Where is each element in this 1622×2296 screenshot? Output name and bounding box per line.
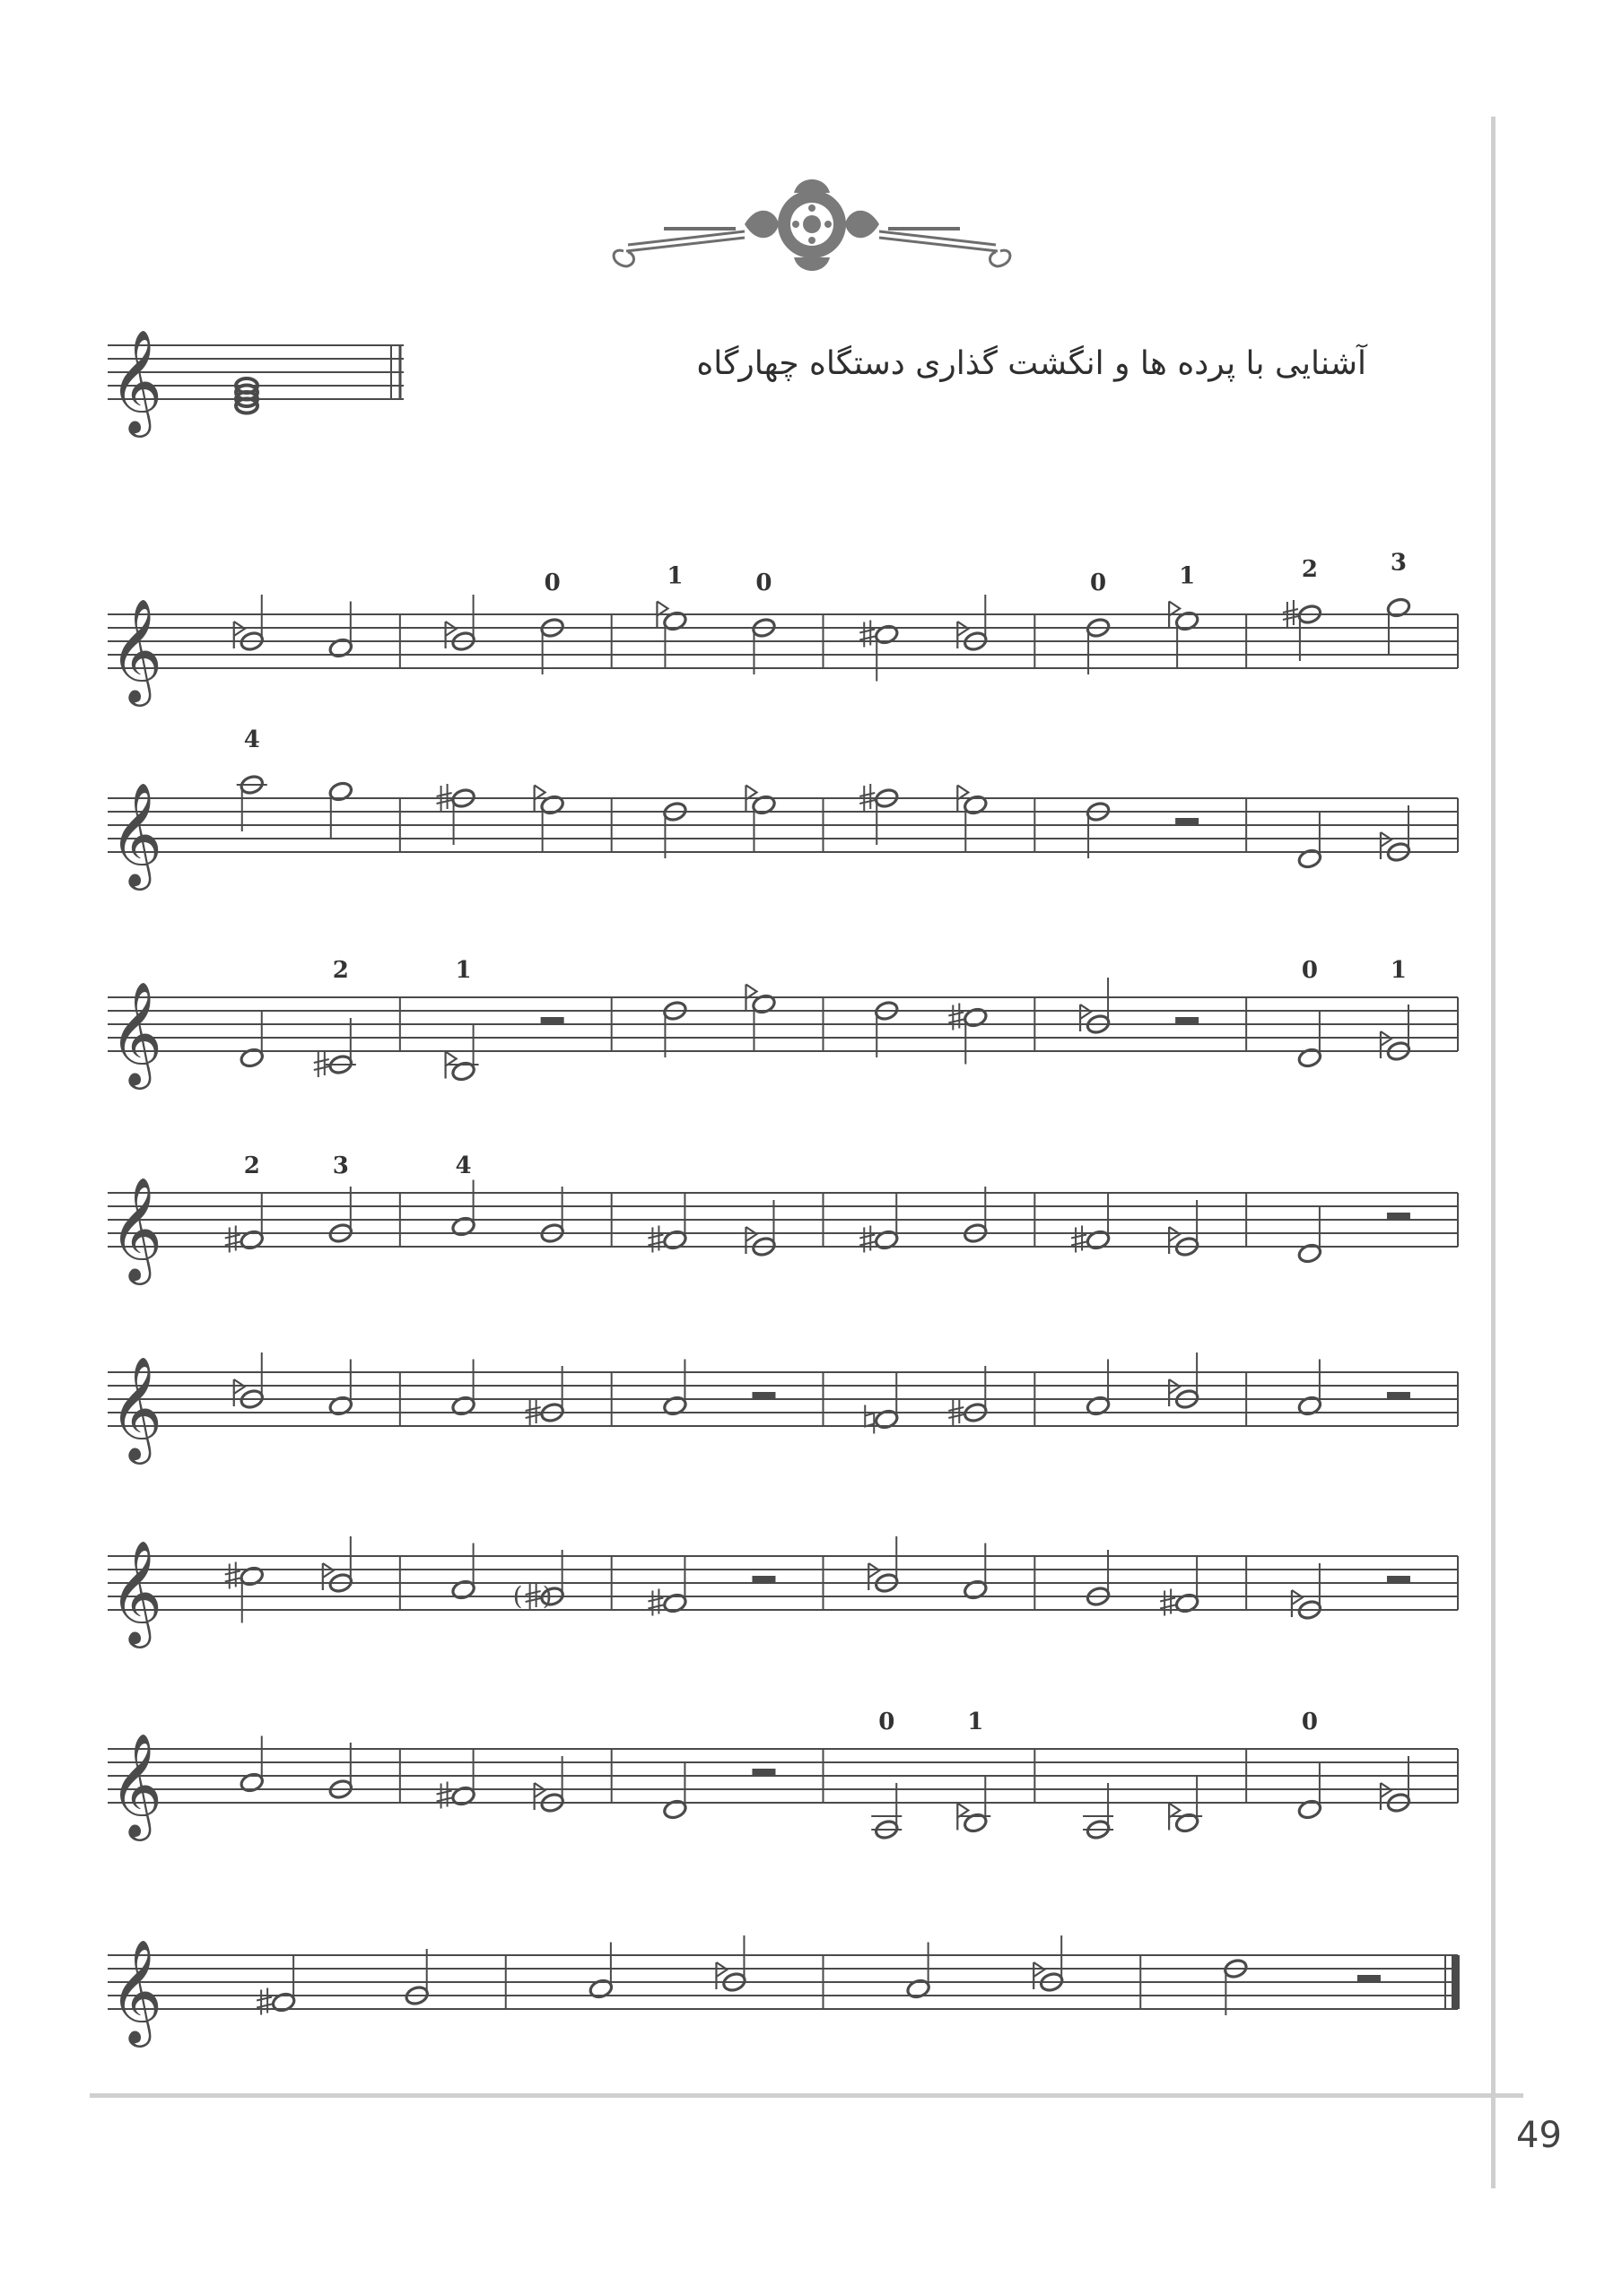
fingering-number: 0 — [1301, 957, 1318, 984]
sharp-accidental — [859, 621, 875, 648]
fingering-number: 1 — [667, 562, 684, 590]
fingering-number: 3 — [1390, 549, 1408, 577]
half-rest — [1357, 1975, 1381, 1982]
fingering-number: 1 — [967, 1709, 984, 1735]
half-rest — [752, 1576, 775, 1583]
staff-system — [108, 726, 1458, 891]
treble-clef: 𝄞 — [109, 1539, 163, 1644]
sharp-accidental — [948, 1004, 964, 1031]
half-rest — [752, 1392, 775, 1399]
fingering-number: 4 — [455, 1152, 472, 1179]
fingering-number: 2 — [1301, 556, 1318, 583]
sharp-accidental — [257, 1988, 272, 2015]
half-rest — [1175, 818, 1199, 825]
staff-system — [108, 957, 1458, 1090]
fingering-number: 0 — [878, 1709, 895, 1735]
page-title: آشنایی با پرده ها و انگشت گذاری دستگاه چهارگاه — [696, 345, 1366, 382]
treble-clef: 𝄞 — [109, 1732, 163, 1837]
page-number: 49 — [1516, 2115, 1562, 2156]
fingering-number: 1 — [1390, 957, 1408, 984]
fingering-number: 0 — [1090, 570, 1107, 596]
paren-open: ( — [512, 1581, 523, 1611]
treble-clef: 𝄞 — [109, 1176, 163, 1281]
staff-system — [108, 1352, 1458, 1465]
sharp-accidental — [1071, 1226, 1086, 1253]
treble-clef: 𝄞 — [109, 1938, 163, 2043]
sharp-accidental — [859, 1226, 875, 1253]
natural-accidental — [865, 1405, 874, 1434]
treble-clef: 𝄞 — [109, 597, 163, 702]
treble-clef: 𝄞 — [109, 980, 163, 1085]
fingering-number: 2 — [332, 957, 349, 984]
staff-system — [108, 1935, 1460, 2048]
fingering-number: 1 — [1179, 562, 1196, 590]
sharp-accidental — [1160, 1589, 1175, 1616]
half-rest — [1387, 1576, 1410, 1583]
staff-system — [108, 1152, 1458, 1285]
half-rest — [1387, 1213, 1410, 1220]
fingering-number: 2 — [243, 1152, 260, 1179]
staff-system — [108, 1536, 1458, 1648]
staff-system — [108, 550, 1458, 708]
fingering-number: 0 — [544, 570, 561, 596]
sharp-accidental — [648, 1589, 663, 1616]
half-rest — [541, 1017, 564, 1024]
fingering-number: 0 — [1301, 1709, 1318, 1735]
fingering-number: 3 — [332, 1152, 349, 1179]
sharp-accidental — [225, 1562, 240, 1589]
page-margin-rule-horizontal — [90, 2093, 1523, 2098]
half-rest — [752, 1769, 775, 1776]
treble-clef: 𝄞 — [109, 781, 163, 886]
paren-close: ) — [542, 1581, 553, 1611]
sharp-accidental — [648, 1226, 663, 1253]
treble-clef: 𝄞 — [109, 328, 163, 433]
sharp-accidental — [225, 1226, 240, 1253]
treble-clef: 𝄞 — [109, 1355, 163, 1460]
final-barline-thick — [1452, 1955, 1460, 2009]
half-rest — [1387, 1392, 1410, 1399]
half-rest — [1175, 1017, 1199, 1024]
sharp-accidental — [437, 1782, 452, 1809]
fingering-number: 4 — [243, 726, 260, 753]
staff-system — [108, 1709, 1458, 1841]
fingering-number: 0 — [755, 570, 772, 596]
fingering-number: 1 — [455, 957, 472, 984]
page-margin-rule-vertical — [1491, 117, 1496, 2188]
